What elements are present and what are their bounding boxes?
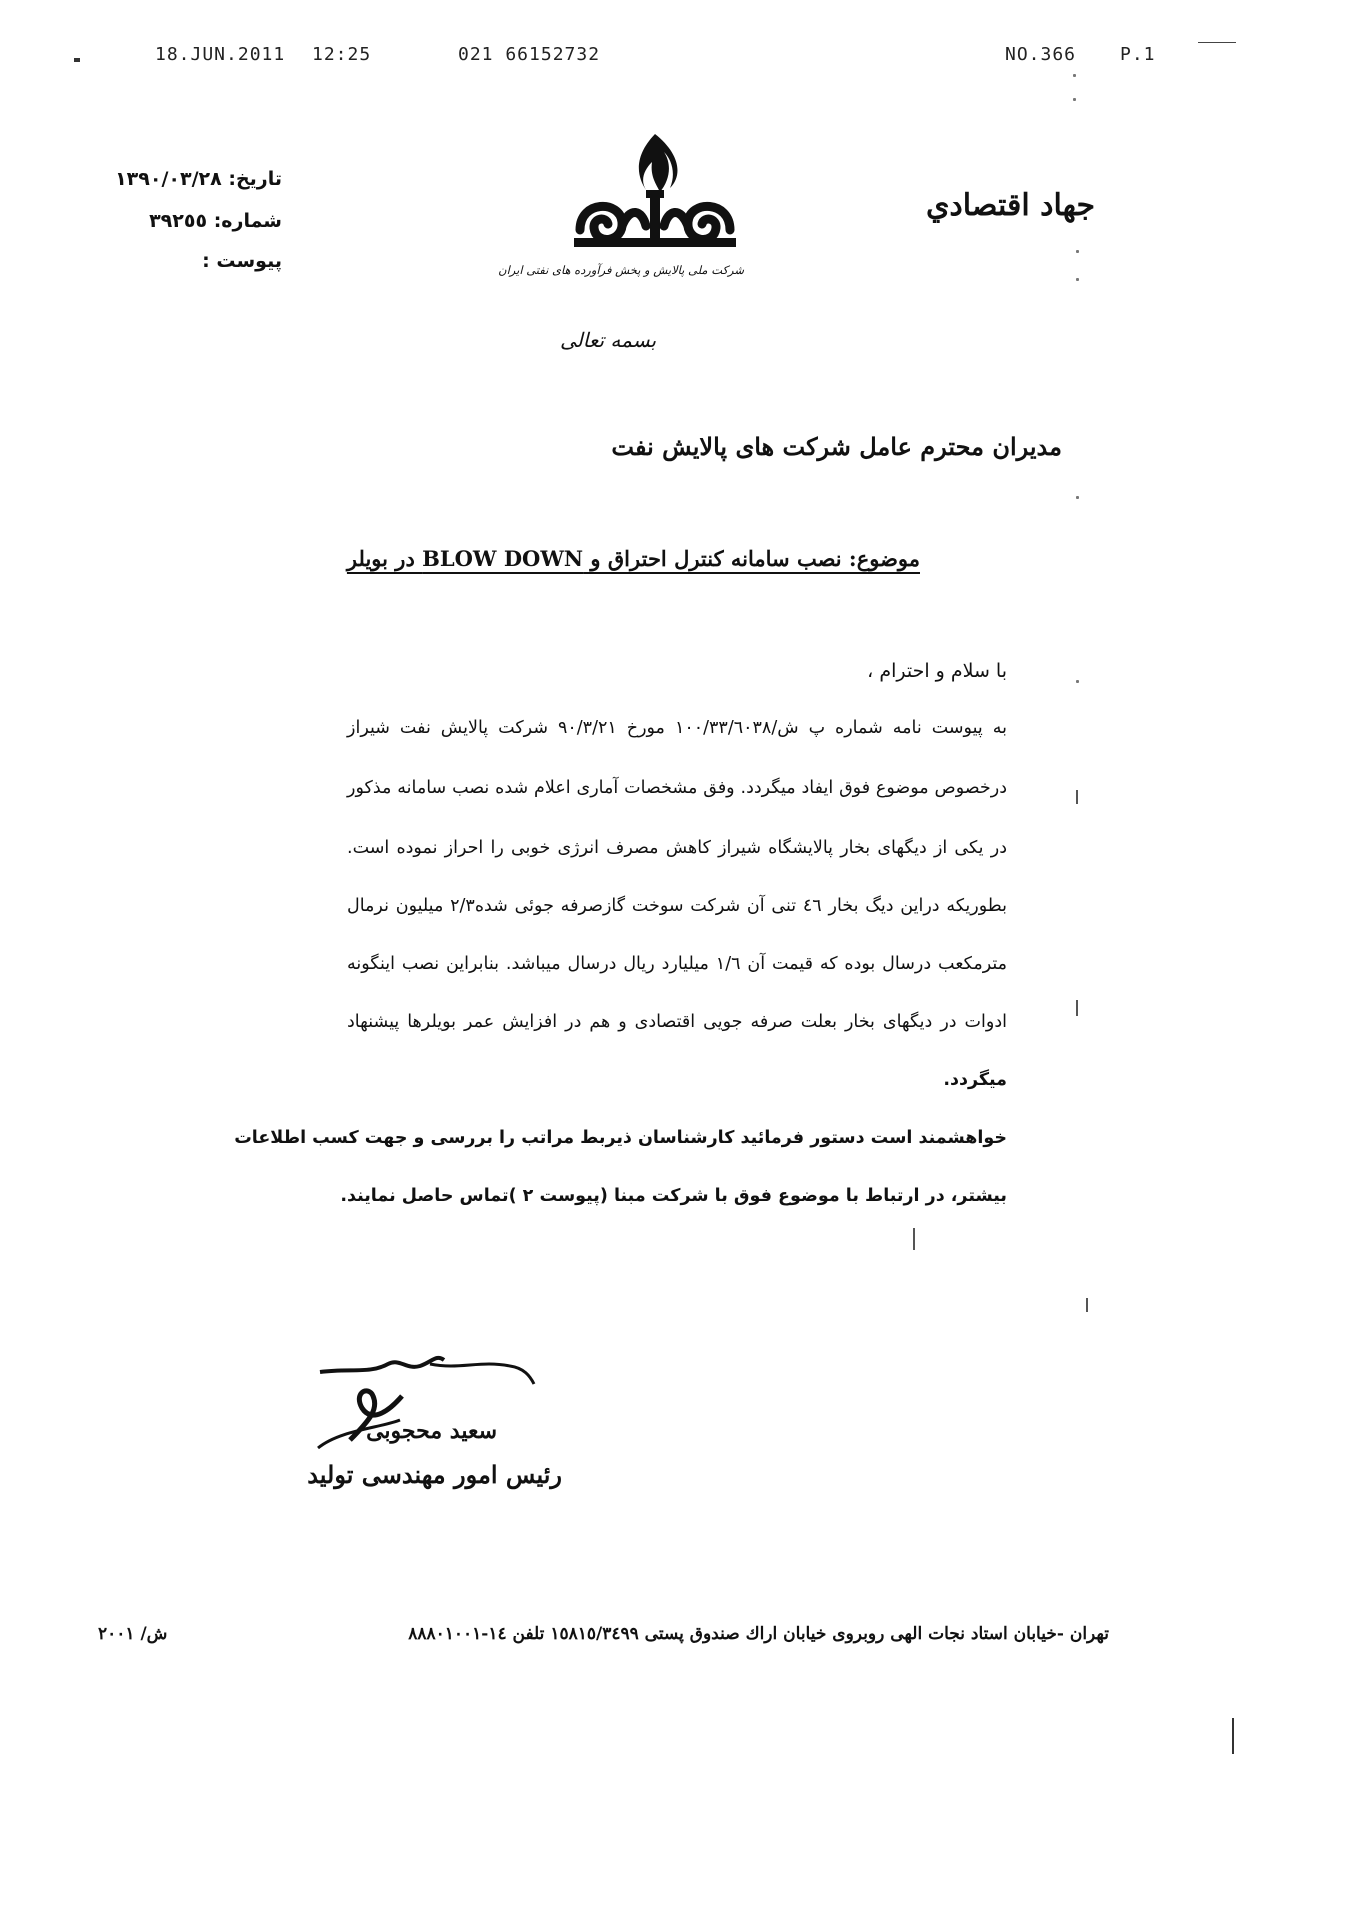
fax-number: NO.366 [1005,44,1077,65]
scan-artifact [1076,250,1079,253]
scan-artifact [1076,790,1078,804]
footer-form-code: ش/ ٢٠٠١ [98,1624,168,1644]
body-line: درخصوص موضوع فوق ايفاد ميگردد. وفق مشخصات آمارى اعلام شده نصب سامانه مذكور [347,778,1007,798]
number-label: شماره: [213,210,282,232]
signatory-title: رئيس امور مهندسى توليد [307,1460,562,1489]
date-value: ١٣٩٠/٠٣/٢٨ [115,168,222,190]
signatory-name: سعيد محجوبى [366,1418,497,1444]
scan-artifact [1073,74,1076,77]
footer-address: تهران -خيابان استاد نجات الهى روبروى خيابان اراك صندوق پستى ١٥٨١٥/٣٤٩٩ تلفن ١٤-٨٨٨٠١٠٠١ [408,1624,1109,1644]
scan-artifact [1232,1718,1234,1754]
body-line: مترمكعب درسال بوده كه قيمت آن ١/٦ ميليارد ريال درسال ميباشد. بنابراين نصب اينگونه [347,954,1007,974]
body-line: بيشتر، در ارتباط با موضوع فوق با شركت مبنا (پيوست ٢ )تماس حاصل نمايند. [340,1186,1007,1206]
date-line [115,168,282,190]
flame-logo-icon [560,130,750,260]
body-line: بطوريكه دراين ديگ بخار ٤٦ تنى آن شركت سوخت گازصرفه جوئى شده٢/٣ ميليون نرمال [347,896,1008,916]
company-name: شرکت ملی پالایش و پخش فرآورده های نفتی ایران [498,263,744,277]
fax-date: 18.JUN.2011 [155,44,286,65]
fax-page: P.1 [1120,44,1156,65]
subject-line: موضوع: نصب سامانه كنترل احتراق و BLOW DOWN در بويلر [346,546,920,571]
number-line [149,210,282,232]
fax-corner-mark [1198,42,1236,43]
body-line: ميگردد. [943,1070,1007,1090]
body-line: ادوات در ديگهاى بخار بعلت صرفه جويى اقتصادى و هم در افزايش عمر بويلرها پيشنهاد [347,1012,1007,1032]
body-line: به پيوست نامه شماره پ ش/١٠٠/٣٣/٦٠٣٨ مورخ ٩٠/٣/٢١ شركت پالايش نفت شيراز [347,718,1007,738]
fax-time: 12:25 [312,44,372,65]
margin-mark [913,1228,915,1250]
scan-artifact [1076,1000,1078,1016]
basmala: بسمه تعالی [560,328,657,352]
recipient-heading: مديران محترم عامل شركت هاى پالايش نفت [611,432,1062,461]
corner-stamp-text: جهاد اقتصادي [925,188,1095,223]
scan-artifact [1076,680,1079,683]
attachment-line [202,250,282,272]
scan-artifact [1076,278,1079,281]
greeting: با سلام و احترام ، [867,660,1007,682]
fax-left-mark [74,58,80,62]
body-line: در يكى از ديگهاى بخار پالايشگاه شيراز كاهش مصرف انرژى خوبى را احراز نموده است. [347,838,1007,858]
scan-artifact [1073,98,1076,101]
body-line: خواهشمند است دستور فرمائيد كارشناسان ذيربط مراتب را بررسى و جهت كسب اطلاعات [234,1128,1007,1148]
company-logo [498,130,750,300]
attachment-label: پيوست : [202,250,282,272]
date-label: تاريخ: [228,168,282,190]
number-value: ٣٩٢٥٥ [149,210,208,232]
scan-artifact [1076,496,1079,499]
fax-phone: 021 66152732 [458,44,601,65]
scan-artifact [1086,1298,1088,1312]
